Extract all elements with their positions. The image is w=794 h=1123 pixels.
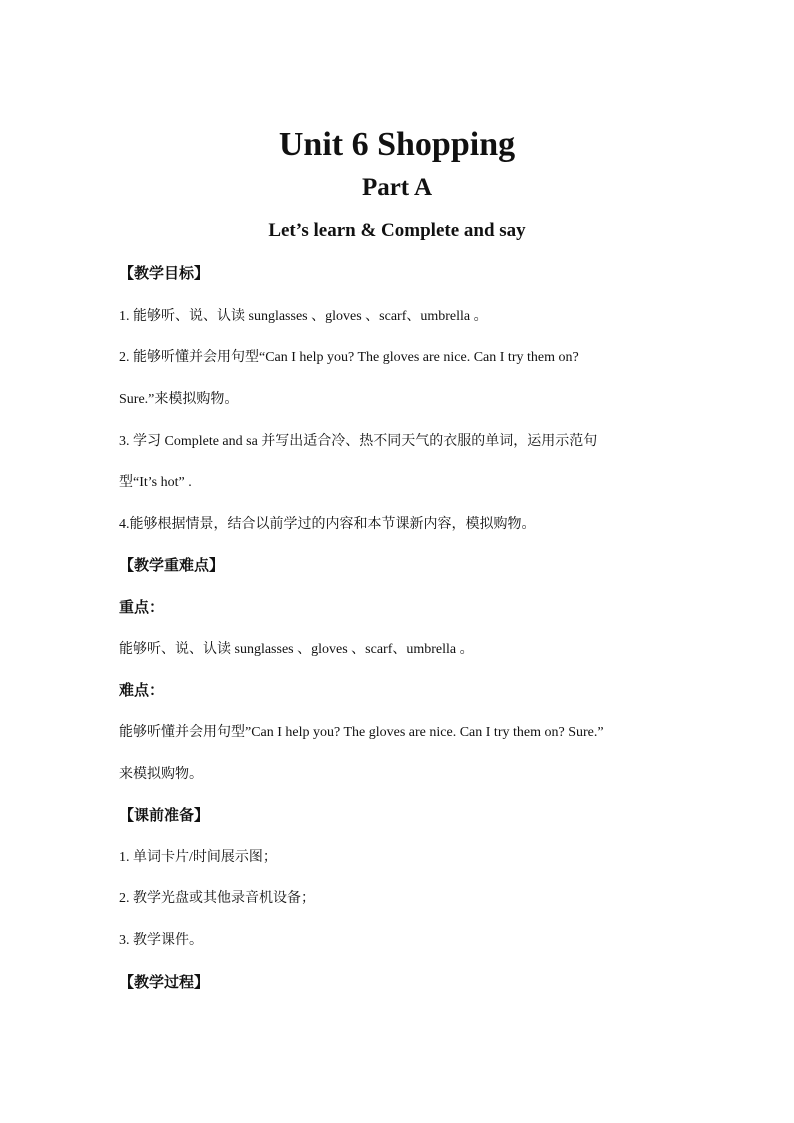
objective-item-2-cont: Sure.”来模拟购物。	[119, 392, 239, 407]
lesson-subtitle: Let’s learn & Complete and say	[268, 220, 526, 241]
objective-item-4: 4.能够根据情景，结合以前学过的内容和本节课新内容，模拟购物。	[119, 517, 536, 532]
objectives-heading: 【教学目标】	[119, 266, 210, 282]
key-text: 能够听、说、认读 sunglasses 、gloves 、scarf、umbrella 。	[119, 642, 474, 657]
objective-item-3-cont: 型“It’s hot” .	[119, 475, 192, 490]
objective-item-2: 2. 能够听懂并会用句型“Can I help you? The gloves are nice. Can I try them on?	[119, 350, 579, 365]
process-heading: 【教学过程】	[119, 975, 210, 991]
difficult-text-line-2: 来模拟购物。	[119, 767, 203, 782]
difficult-text-line-1: 能够听懂并会用句型”Can I help you? The gloves are nice. Can I try them on? Sure.”	[119, 725, 604, 740]
keypoints-heading: 【教学重难点】	[119, 558, 225, 574]
key-label: 重点：	[119, 600, 165, 616]
preparation-item-3: 3. 教学课件。	[119, 933, 203, 948]
objective-item-1: 1. 能够听、说、认读 sunglasses 、gloves 、scarf、umbrella 。	[119, 309, 488, 324]
unit-title: Unit 6 Shopping	[278, 126, 516, 163]
part-title: Part A	[361, 174, 433, 201]
difficult-label: 难点：	[119, 683, 165, 699]
objective-item-3: 3. 学习 Complete and sa 并写出适合冷、热不同天气的衣服的单词，运用示范句	[119, 434, 598, 449]
preparation-item-1: 1. 单词卡片/时间展示图；	[119, 850, 277, 865]
preparation-item-2: 2. 教学光盘或其他录音机设备；	[119, 891, 315, 906]
preparation-heading: 【课前准备】	[119, 808, 210, 824]
